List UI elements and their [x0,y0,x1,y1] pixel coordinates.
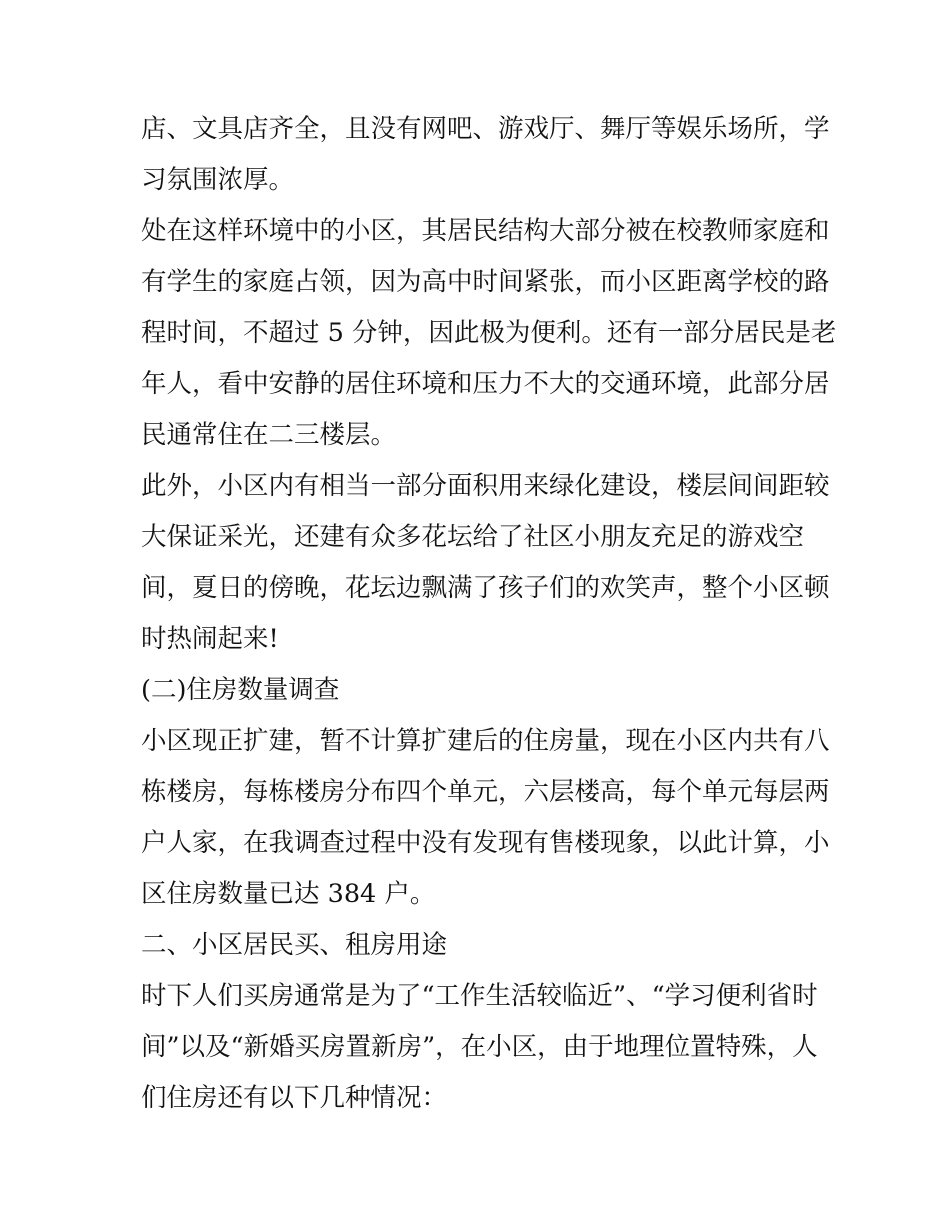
text-line: 处在这样环境中的小区，其居民结构大部分被在校教师家庭和 [141,216,830,246]
text-line: 户人家，在我调查过程中没有发现有售楼现象，以此计算，小 [141,828,830,858]
text-line: 间，夏日的傍晚，花坛边飘满了孩子们的欢笑声，整个小区顿 [141,573,830,603]
text-line: 间”以及“新婚买房置新房”，在小区，由于地理位置特殊，人 [141,1032,818,1062]
text-line: 此外，小区内有相当一部分面积用来绿化建设，楼层间间距较 [141,471,830,501]
text-line: 大保证采光，还建有众多花坛给了社区小朋友充足的游戏空 [141,522,805,552]
text-line: 民通常住在二三楼层。 [141,420,397,450]
text-line: 栋楼房，每栋楼房分布四个单元，六层楼高，每个单元每层两 [141,777,830,807]
text-line: 年人，看中安静的居住环境和压力不大的交通环境，此部分居 [141,369,830,399]
text-line: 小区现正扩建，暂不计算扩建后的住房量，现在小区内共有八 [141,726,830,756]
body-text [141,104,837,1124]
text-line: 程时间，不超过 5 分钟，因此极为便利。还有一部分居民是老 [141,318,837,348]
text-line: 店、文具店齐全，且没有网吧、游戏厅、舞厅等娱乐场所，学 [141,114,830,144]
text-line: 们住房还有以下几种情况： [141,1083,448,1113]
text-line: 时热闹起来! [141,624,279,654]
text-line: 区住房数量已达 384 户。 [141,879,436,909]
text-line: 时下人们买房通常是为了“工作生活较临近”、“学习便利省时 [141,981,818,1011]
text-line: 习氛围浓厚。 [141,165,295,195]
section-heading: 二、小区居民买、租房用途 [141,930,448,960]
text-line: 有学生的家庭占领，因为高中时间紧张，而小区距离学校的路 [141,267,830,297]
section-heading: (二)住房数量调查 [141,675,340,705]
